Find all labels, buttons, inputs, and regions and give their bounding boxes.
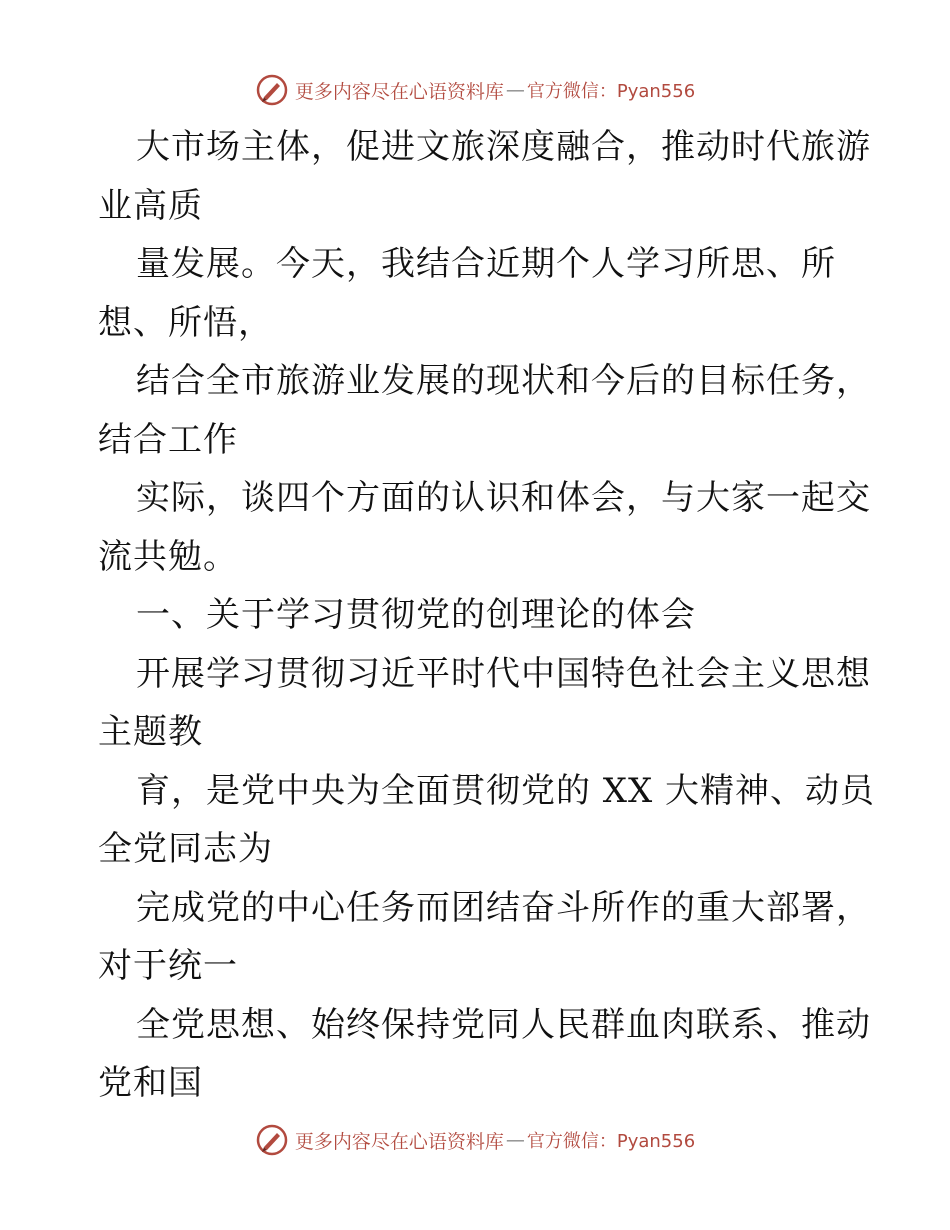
watermark-separator: — <box>505 79 525 101</box>
text-line: 想、所悟， <box>98 302 273 343</box>
text-line: 结合全市旅游业发展的现状和今后的目标任务， <box>136 361 871 401</box>
text-line: 实际，谈四个方面的认识和体会，与大家一起交 <box>136 478 871 518</box>
text-line: 全党思想、始终保持党同人民群血肉联系、推动 <box>136 1004 871 1045</box>
header-watermark <box>0 70 950 110</box>
section-heading: 一、关于学习贯彻党的创理论的体会 <box>136 595 696 635</box>
watermark-text: 更多内容尽在心语资料库 <box>294 1130 504 1153</box>
watermark-text: 更多内容尽在心语资料库 <box>294 80 504 103</box>
text-line: 大市场主体，促进文旅深度融合，推动时代旅游 <box>136 127 871 167</box>
watermark-account: 官方微信：Pyan556 <box>526 1131 696 1152</box>
text-line: 开展学习贯彻习近平时代中国特色社会主义思想 <box>136 653 871 694</box>
text-line: 业高质 <box>98 185 203 226</box>
pen-logo-icon <box>255 73 289 107</box>
text-line: 主题教 <box>98 712 203 752</box>
watermark-account: 官方微信：Pyan556 <box>526 81 696 102</box>
document-body <box>98 118 876 1113</box>
text-line: 结合工作 <box>98 419 238 460</box>
text-line: 完成党的中心任务而团结奋斗所作的重大部署， <box>136 887 871 928</box>
text-line: 对于统一 <box>98 946 238 986</box>
watermark-separator: — <box>505 1129 525 1151</box>
footer-watermark <box>0 1120 950 1160</box>
text-line: 全党同志为 <box>98 829 273 869</box>
text-line: 党和国 <box>98 1063 203 1103</box>
text-line: 育，是党中央为全面贯彻党的 XX 大精神、动员 <box>136 770 876 811</box>
text-line: 流共勉。 <box>98 536 238 577</box>
pen-logo-icon <box>255 1123 289 1157</box>
text-line: 量发展。今天，我结合近期个人学习所思、所 <box>136 244 836 284</box>
